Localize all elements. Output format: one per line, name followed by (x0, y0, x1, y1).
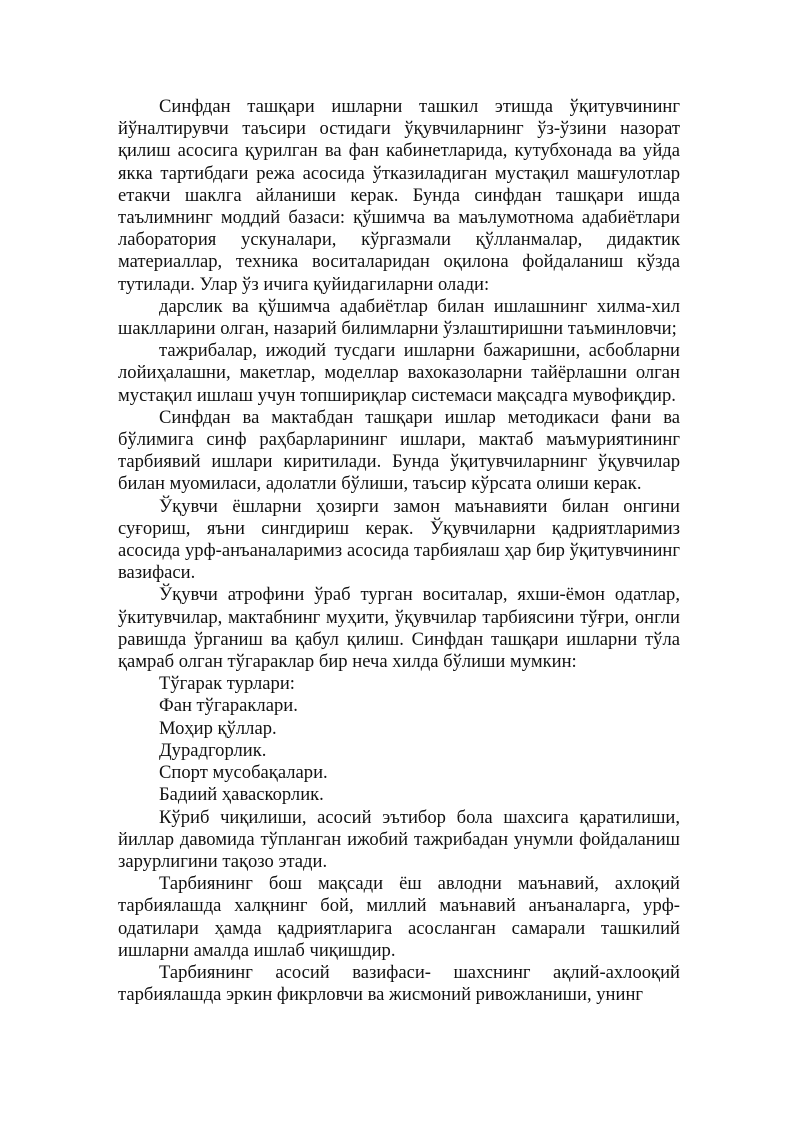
paragraph-extracurricular-organization: Синфдан ташқари ишларни ташкил этишда ўқитувчининг йўналтирувчи таъсири остидаги ўқувчиларнинг ўз-ўзини назорат қилиш асосига қурилган ва фан кабинетларида, кутубхонада ва уйда якка тартибдаги режа асосида ўтказиладиган мустақил машғулотлар етакчи шаклга айланиши керак. Бунда синфдан ташқари ишда таълимнинг моддий базаси: қўшимча ва маълумотнома адабиётлари лаборатория ускуналари, кўргазмали қўлланмалар, дидактик материаллар, техника воситаларидан оқилона фойдаланиш кўзда тутилади. Улар ўз ичига қуйидагиларни олади: (118, 96, 680, 295)
paragraph-experiments: тажрибалар, ижодий тусдаги ишларни бажаришни, асбобларни лойиҳалашни, макетлар, моделлар вахоказоларни тайёрлашни олган мустақил ишлаш учун топшириқлар системаси мақсадга мувофиқдир. (118, 340, 680, 406)
list-item: Бадиий ҳаваскорлик. (159, 784, 324, 806)
list-item: Моҳир қўллар. (159, 717, 277, 739)
paragraph-main-task: Тарбиянинг асосий вазифаси- шахснинг ақлий-ахлооқий тарбиялашда эркин фикрловчи ва жисмоний ривожланиши, унинг (118, 961, 680, 1006)
list-item: Дурадгорлик. (159, 739, 267, 761)
club-types-heading: Тўгарак турлари: (159, 673, 295, 695)
list-item: Фан тўгараклари. (159, 695, 298, 717)
document-page (118, 96, 680, 1006)
paragraph-spirituality: Ўқувчи ёшларни ҳозирги замон маънавияти билан онгини суғориш, яъни сингдириш керак. Ўқувчиларни қадриятларимиз асосида урф-анъаналаримиз асосида тарбиялаш ҳар бир ўқитувчининг вазифаси. (118, 495, 680, 584)
paragraph-textbook-work: дарслик ва қўшимча адабиётлар билан ишлашнинг хилма-хил шаклларини олган, назарий билимларни ўзлаштиришни таъминловчи; (118, 295, 680, 340)
list-item: Спорт мусобақалари. (159, 762, 328, 784)
paragraph-methodology: Синфдан ва мактабдан ташқари ишлар методикаси фани ва бўлимига синф раҳбарларининг ишлари, мактаб маъмуриятининг тарбиявий ишлари киритилади. Бунда ўқитувчиларнинг ўқувчилар билан муомиласи, адолатли бўлиши, таъсир кўрсата олиши керак. (118, 406, 680, 495)
paragraph-main-goal: Тарбиянинг бош мақсади ёш авлодни маънавий, ахлоқий тарбиялашда халқнинг бой, миллий маънавий анъаналарга, урф-одатилари ҳамда қадриятларига асосланган самарали ташкилий ишларни амалда ишлаб чиқишдир. (118, 873, 680, 961)
paragraph-review: Кўриб чиқилиши, асосий эътибор бола шахсига қаратилиши, йиллар давомида тўпланган ижобий тажрибадан унумли фойдаланиш зарурлигини тақозо этади. (118, 806, 680, 872)
paragraph-environment: Ўқувчи атрофини ўраб турган воситалар, яхши-ёмон одатлар, ўкитувчилар, мактабнинг муҳити, ўқувчилар тарбиясини тўғри, онгли равишда ўрганиш ва қабул қилиш. Синфдан ташқари ишларни тўла қамраб олган тўгараклар бир неча хилда бўлиши мумкин: (118, 584, 680, 673)
